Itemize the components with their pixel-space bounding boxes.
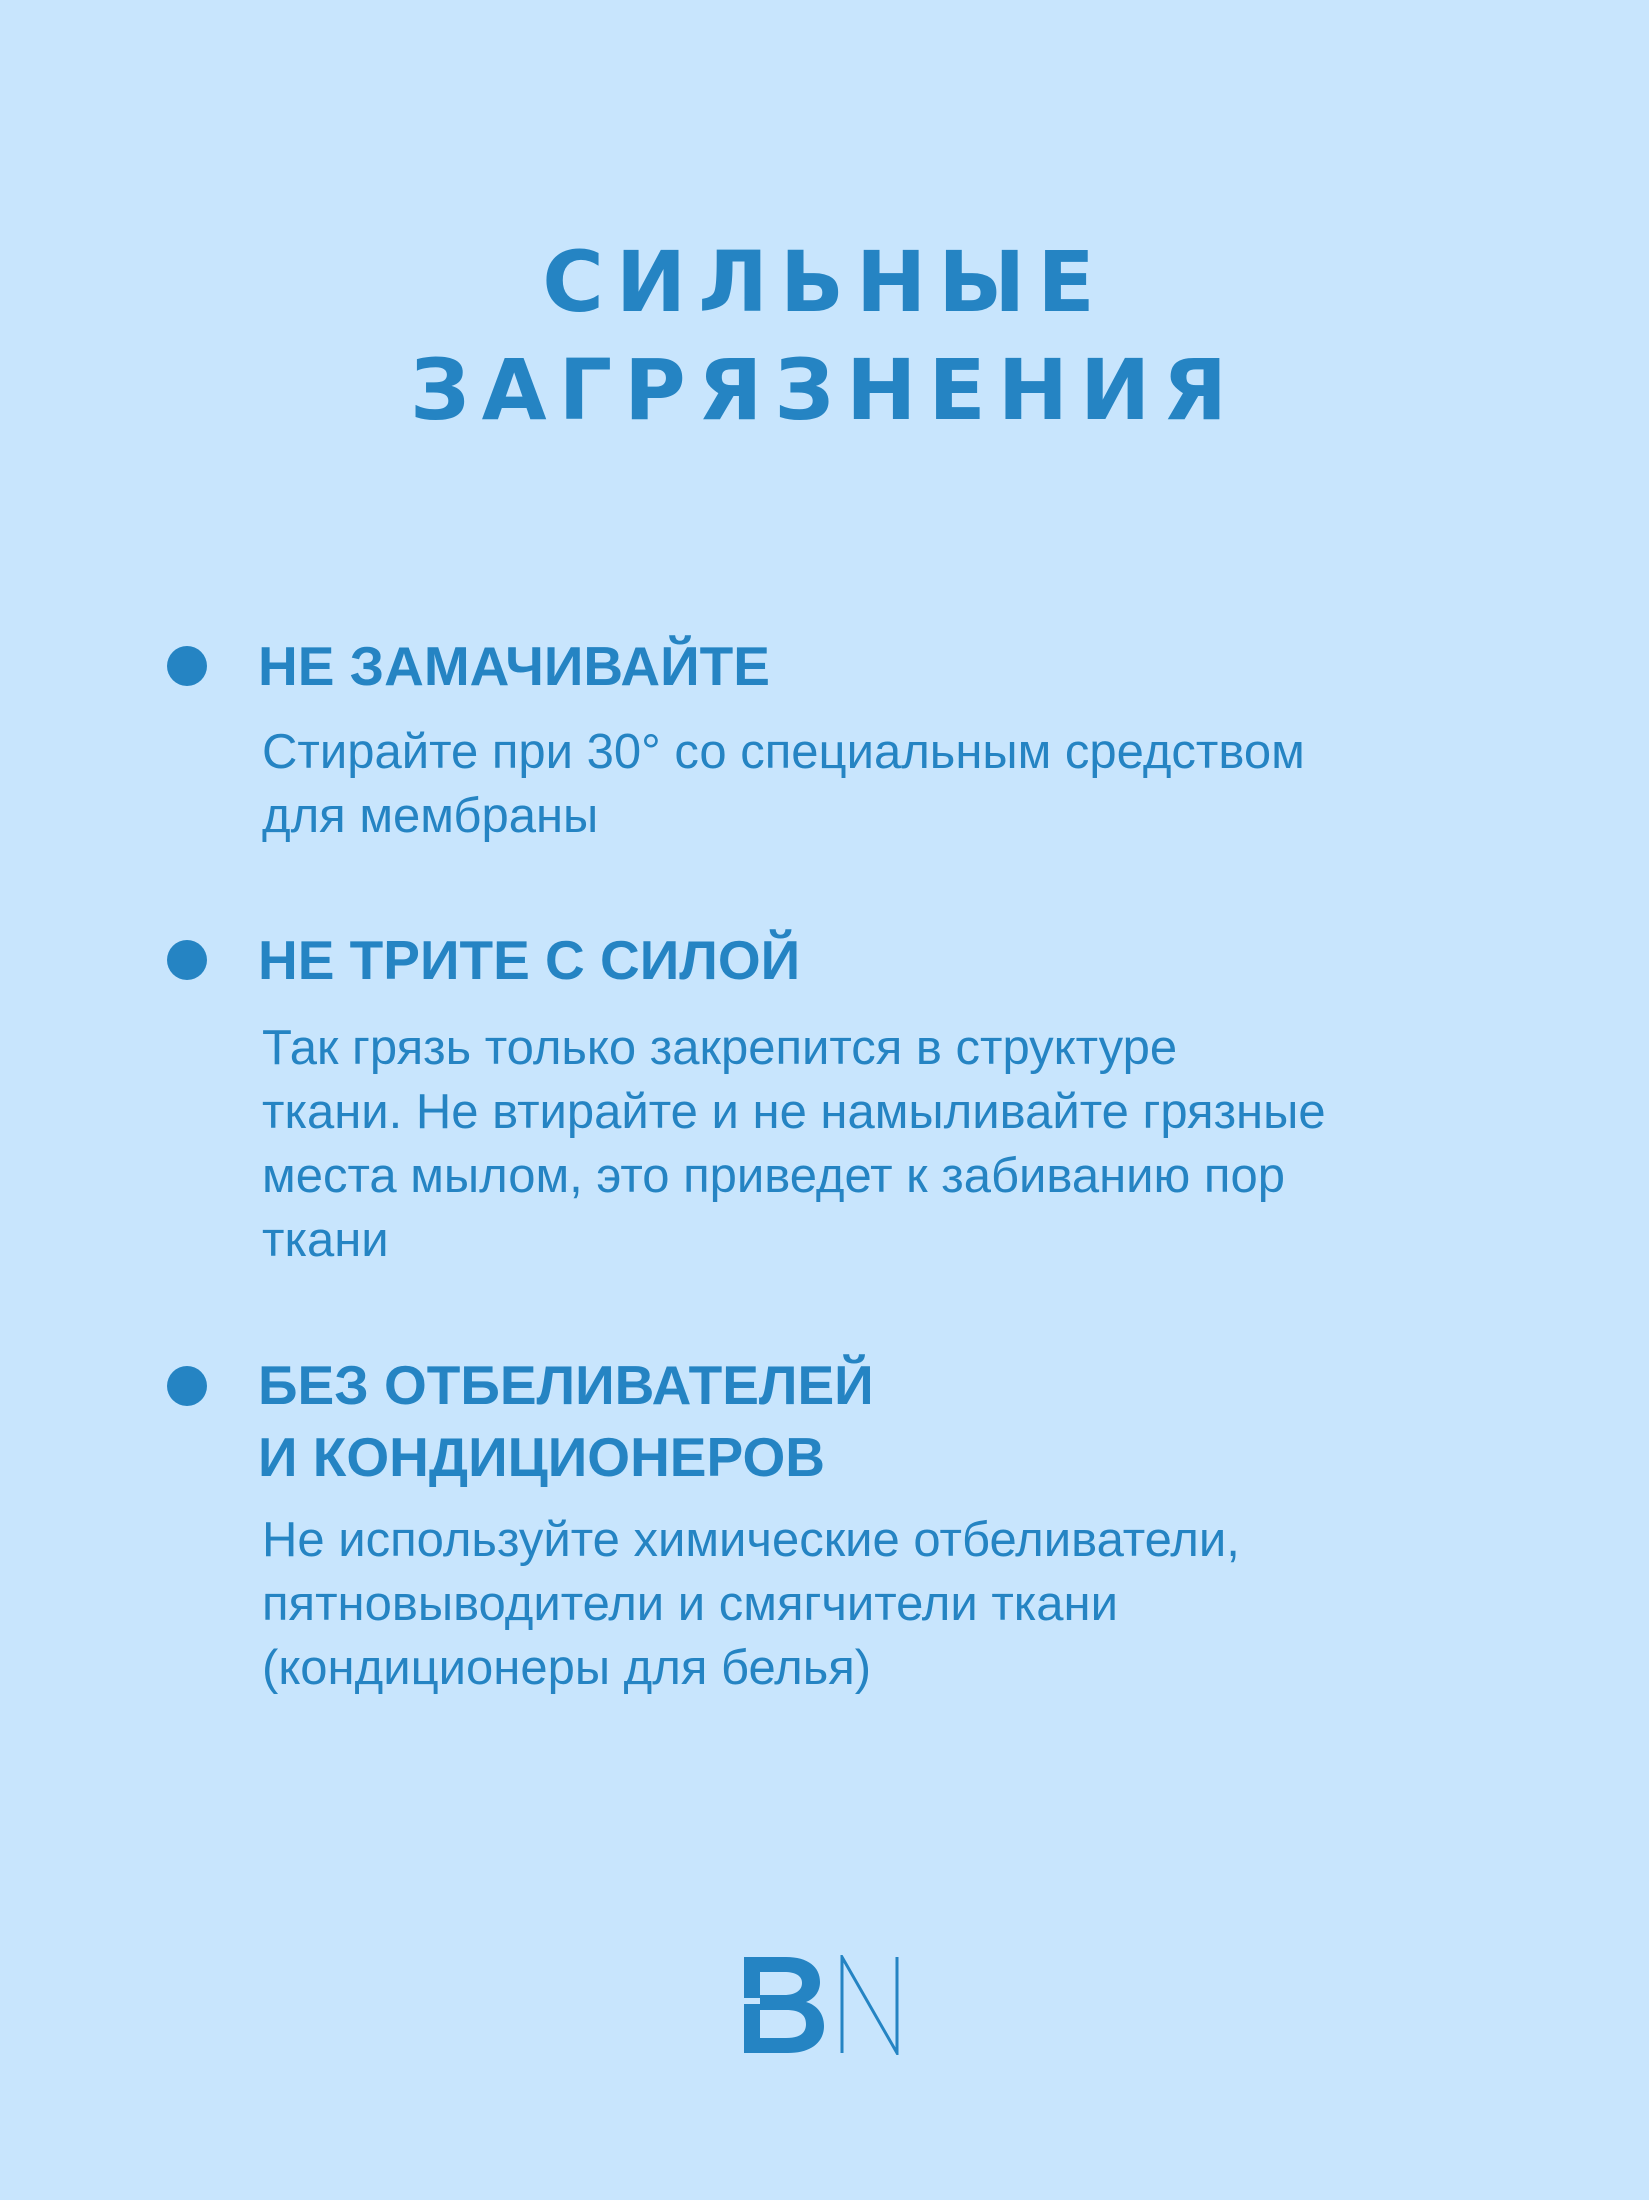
- tip-description-line: Стирайте при 30° со специальным средством: [262, 725, 1305, 779]
- bn-brand-logo: [742, 1955, 907, 2055]
- title-line-2: ЗАГРЯЗНЕНИЯ: [409, 341, 1240, 439]
- tip-description-line: ткани. Не втирайте и не намыливайте грязные: [262, 1085, 1326, 1139]
- tip-heading-line: И КОНДИЦИОНЕРОВ: [258, 1426, 825, 1488]
- tip-description-line: (кондиционеры для белья): [262, 1641, 872, 1695]
- tip-heading-line: НЕ ТРИТЕ С СИЛОЙ: [258, 929, 801, 991]
- tip-description-line: пятновыводители и смягчители ткани: [262, 1577, 1118, 1631]
- tip-heading: [258, 630, 770, 702]
- tip-description-line: места мылом, это приведет к забиванию пор: [262, 1149, 1285, 1203]
- title-line-1: СИЛЬНЫЕ: [542, 233, 1107, 331]
- tip-heading: [258, 924, 800, 996]
- bullet-icon: [167, 646, 207, 686]
- tip-description-line: для мембраны: [262, 789, 599, 843]
- tip-description-line: Не используйте химические отбеливатели,: [262, 1513, 1240, 1567]
- tip-description: [262, 720, 1562, 848]
- tip-description: [262, 1508, 1562, 1700]
- page-title: [0, 228, 1649, 444]
- tip-heading-line: НЕ ЗАМАЧИВАЙТЕ: [258, 635, 770, 697]
- tip-description: [262, 1016, 1562, 1272]
- bullet-icon: [167, 940, 207, 980]
- tip-description-line: ткани: [262, 1213, 389, 1267]
- tip-heading-line: БЕЗ ОТБЕЛИВАТЕЛЕЙ: [258, 1354, 874, 1416]
- tip-heading: [258, 1349, 874, 1493]
- bullet-icon: [167, 1366, 207, 1406]
- tip-description-line: Так грязь только закрепится в структуре: [262, 1021, 1178, 1075]
